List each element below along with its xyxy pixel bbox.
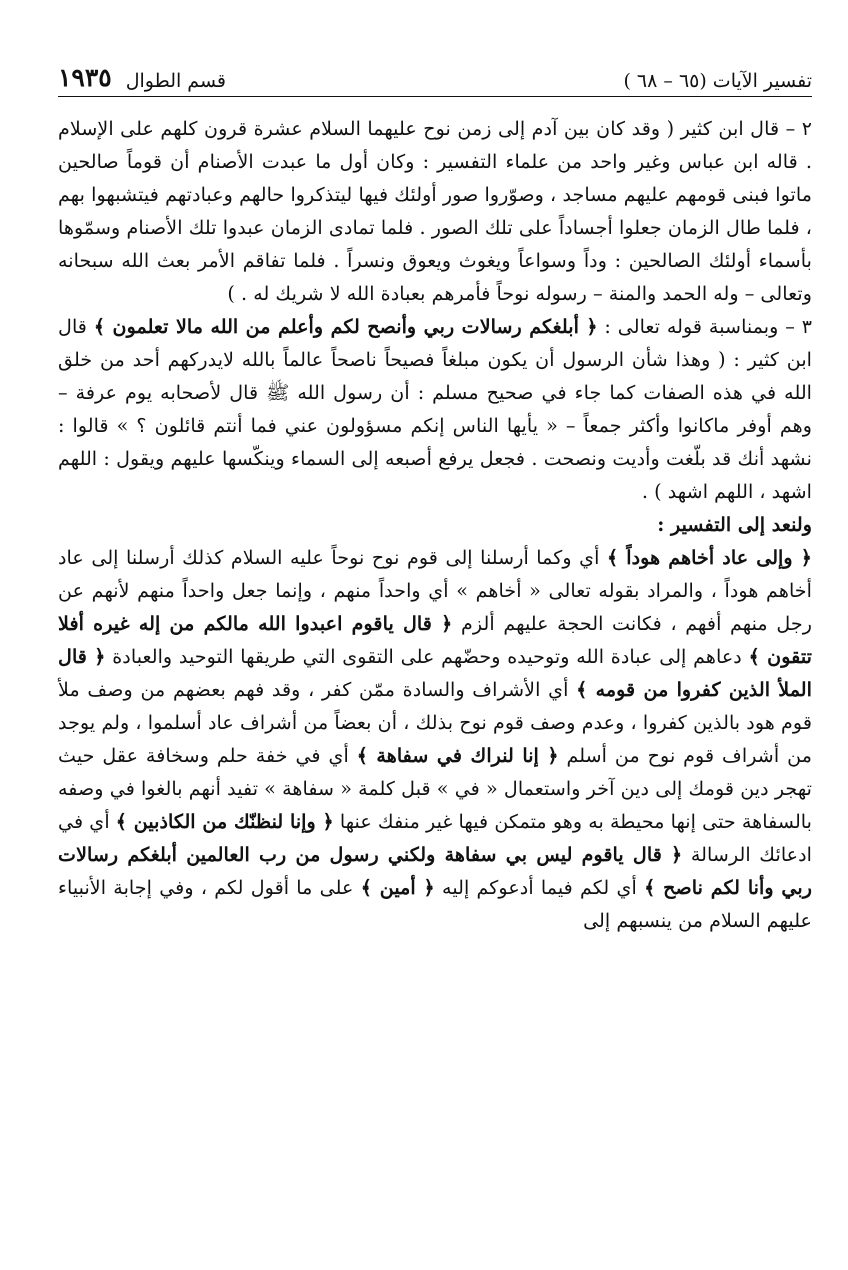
paragraph-2-text: ٢ – قال ابن كثير ( وقد كان بين آدم إلى زمن نوح عليهما السلام عشرة قرون كلهم على الإسلام . قاله ابن عباس وغير واحد من علماء التفسير : وكان أول ما عبدت الأصنام أن قوماً صالحين ماتوا فبنى قومهم عليهم مساجد ، وصوّروا صور أولئك فيها ليتذكروا حالهم وعبادتهم فيتشبهوا بهم ، فلما طال الزمان جعلوا أجساداً على تلك الصور . فلما تمادى الزمان عبدوا تلك الأصنام وسمّوها بأسماء أولئك الصالحين : وداً وسواعاً ويغوث ويعوق ونسراً . فلما تفاقم الأمر بعث الله سبحانه وتعالى – وله الحمد والمنة – رسوله نوحاً فأمرهم بعبادة الله لا شريك له . ) bbox=[58, 117, 812, 305]
section-heading: ولنعد إلى التفسير : bbox=[657, 513, 812, 536]
quran-verse: ﴿ وإنا لنظنّك من الكاذبين ﴾ bbox=[115, 810, 334, 833]
header-rule bbox=[58, 96, 812, 97]
paragraph-2 bbox=[58, 112, 812, 310]
quran-verse: ﴿ أبلغكم رسالات ربي وأنصح لكم وأعلم من الله مالا تعلمون ﴾ bbox=[93, 315, 598, 338]
paragraph-4-text-4: أي في خفة حلم وسخافة عقل حيث تهجر دين قومك إلى دين آخر واستعمال « في » قبل كلمة « سفاهة » تفيد أنهم بالغوا في وصفه بالسفاهة حتى إنها محيطة به وهو متمكن فيها غير منفك عنها bbox=[58, 744, 813, 833]
paragraph-3-text-2: قال ابن كثير : ( وهذا شأن الرسول أن يكون مبلغاً فصيحاً ناصحاً عالماً بالله لايدركهم أحد من خلق الله في هذه الصفات كما جاء في صحيح مسلم : أن رسول الله ﷺ قال لأصحابه يوم عرفة – وهم أوفر ماكانوا وأكثر جمعاً – « يأيها الناس إنكم مسؤولون عني فما أنتم قائلون ؟ » قالوا : نشهد أنك قد بلّغت وأديت ونصحت . فجعل يرفع أصبعه إلى السماء وينكّسها عليهم ويقول : اللهم اشهد ، اللهم اشهد ) . bbox=[58, 315, 812, 503]
paragraph-4-text-3: أي الأشراف والسادة ممّن كفر ، وقد فهم بعضهم من وصف ملأ قوم هود بالذين كفروا ، وعدم وصف قوم نوح بذلك ، أن بعضاً من أشراف عاد أسلموا ، ولم يوجد من أشراف قوم نوح من أسلم bbox=[58, 678, 812, 767]
running-head bbox=[58, 58, 812, 92]
quran-verse: ﴿ قال الملأ الذين كفروا من قومه ﴾ bbox=[58, 645, 812, 701]
quran-verse: ﴿ قال ياقوم اعبدوا الله مالكم من إله غيره أفلا تتقون ﴾ bbox=[58, 612, 812, 668]
page-number: ١٩٣٥ bbox=[58, 63, 112, 92]
quran-verse: ﴿ أمين ﴾ bbox=[360, 876, 435, 899]
running-head-left bbox=[58, 63, 226, 92]
quran-verse: ﴿ إنا لنراك في سفاهة ﴾ bbox=[356, 744, 559, 767]
paragraph-4-text-2: دعاهم إلى عبادة الله وتوحيده وحضّهم على التقوى التي طريقها التوحيد والعبادة bbox=[105, 645, 749, 668]
paragraph-4-text-5: أي في ادعائك الرسالة bbox=[58, 810, 812, 866]
section-name: قسم الطوال bbox=[125, 70, 226, 92]
paragraph-4 bbox=[58, 541, 812, 937]
quran-verse: ﴿ قال ياقوم ليس بي سفاهة ولكني رسول من رب العالمين أبلغكم رسالات ربي وأنا لكم ناصح ﴾ bbox=[58, 843, 813, 899]
paragraph-3 bbox=[58, 310, 812, 508]
paragraph-4-text-7: على ما أقول لكم ، وفي إجابة الأنبياء عليهم السلام من ينسبهم إلى bbox=[58, 876, 812, 932]
paragraph-4-text-6: أي لكم فيما أدعوكم إليه bbox=[434, 876, 645, 899]
paragraph-4-text-1: أي وكما أرسلنا إلى قوم نوح نوحاً عليه السلام كذلك أرسلنا إلى عاد أخاهم هوداً ، والمراد بقوله تعالى « أخاهم » أي واحداً منهم ، وإنما جعل واحداً منهم لأنهم عن رجل منهم أفهم ، فكانت الحجة عليهم ألزم bbox=[58, 546, 812, 635]
paragraph-3-text-1: ٣ – وبمناسبة قوله تعالى : bbox=[597, 315, 813, 338]
quran-verse: ﴿ وإلى عاد أخاهم هوداً ﴾ bbox=[606, 546, 812, 569]
body-text bbox=[58, 112, 812, 937]
running-title: تفسير الآيات (٦٥ – ٦٨ ) bbox=[623, 70, 812, 92]
